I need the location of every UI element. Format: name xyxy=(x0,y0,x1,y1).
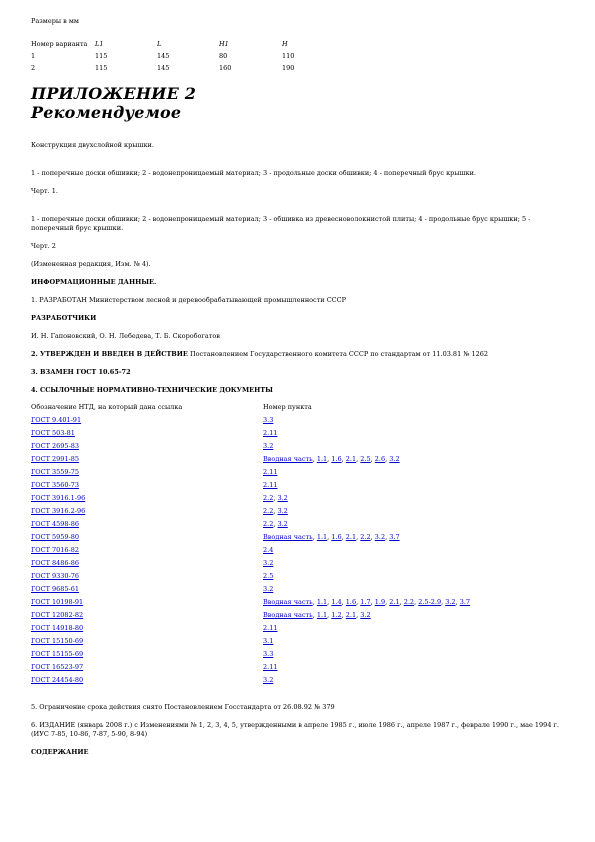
reference-points-cell xyxy=(263,611,563,624)
reference-point-link[interactable]: 3.2 xyxy=(263,676,274,684)
reference-point-link[interactable]: Вводная часть xyxy=(263,533,313,541)
reference-point-link[interactable]: 3.3 xyxy=(263,650,274,658)
separator: , xyxy=(370,533,375,541)
reference-doc-link[interactable]: ГОСТ 9330-76 xyxy=(31,572,80,580)
developers-label: РАЗРАБОТЧИКИ xyxy=(31,314,97,322)
dimension-table-body xyxy=(31,40,342,76)
reference-doc-cell xyxy=(31,611,263,624)
dimension-row xyxy=(31,52,342,64)
reference-doc-link[interactable]: ГОСТ 14918-80 xyxy=(31,624,84,632)
reference-doc-cell xyxy=(31,663,263,676)
info-item-6: 6. ИЗДАНИЕ (январь 2008 г.) с Изменениями № 1, 2, 3, 4, 5, утвержденными в апреле 1985 г., июле 1986 г., апреле 1987 г., феврале 1990 г., мае 1994 г. (ИУС 7-85, 10-86, 7-87, 5-90, 8-94) xyxy=(31,721,559,738)
reference-doc-cell xyxy=(31,468,263,481)
separator: , xyxy=(356,533,361,541)
reference-row xyxy=(31,572,563,585)
reference-point-link[interactable]: 3.1 xyxy=(263,637,274,645)
separator: , xyxy=(414,598,419,606)
reference-doc-cell xyxy=(31,416,263,429)
reference-points-cell xyxy=(263,598,563,611)
reference-doc-link[interactable]: ГОСТ 2991-85 xyxy=(31,455,80,463)
reference-point-link[interactable]: 2.1 xyxy=(345,611,357,619)
separator: , xyxy=(273,494,278,502)
separator: , xyxy=(273,520,278,528)
reference-points-cell xyxy=(263,468,563,481)
reference-row xyxy=(31,442,563,455)
reference-doc-link[interactable]: ГОСТ 9685-61 xyxy=(31,585,80,593)
reference-row xyxy=(31,650,563,663)
reference-row xyxy=(31,663,563,676)
reference-row xyxy=(31,455,563,468)
info-item-2-lead: 2. УТВЕРЖДЕН И ВВЕДЕН В ДЕЙСТВИЕ xyxy=(31,350,188,358)
reference-points-cell xyxy=(263,546,563,559)
dimension-header-cell: H1 xyxy=(219,40,229,48)
reference-row xyxy=(31,481,563,494)
dimension-header-cell: Номер варианта xyxy=(31,40,88,48)
reference-row xyxy=(31,559,563,572)
reference-doc-link[interactable]: ГОСТ 7016-82 xyxy=(31,546,80,554)
reference-point-link[interactable]: 2.11 xyxy=(263,468,278,476)
reference-doc-cell xyxy=(31,572,263,585)
separator: , xyxy=(312,533,317,541)
reference-point-link[interactable]: 2.1 xyxy=(345,533,357,541)
reference-row xyxy=(31,611,563,624)
separator: , xyxy=(441,598,446,606)
reference-points-cell xyxy=(263,494,563,507)
reference-row xyxy=(31,637,563,650)
separator: , xyxy=(385,455,390,463)
references-header-row xyxy=(31,403,563,416)
reference-point-link[interactable]: 2.6 xyxy=(374,455,386,463)
appendix-title: ПРИЛОЖЕНИЕ 2 xyxy=(31,84,197,103)
reference-point-link[interactable]: Вводная часть xyxy=(263,598,313,606)
reference-doc-cell xyxy=(31,507,263,520)
reference-point-link[interactable]: 3.2 xyxy=(374,533,386,541)
separator: , xyxy=(312,455,317,463)
dimension-cell: 190 xyxy=(282,64,295,72)
reference-points-cell xyxy=(263,637,563,650)
reference-doc-link[interactable]: ГОСТ 3916.1-96 xyxy=(31,494,86,502)
document-page xyxy=(31,14,571,757)
reference-point-link[interactable]: 3.2 xyxy=(263,559,274,567)
developers-list: И. Н. Гапоновский, О. Н. Лебедева, Т. Б. Скоробогатов xyxy=(31,332,220,340)
dimension-cell: 110 xyxy=(282,52,295,60)
info-item-2 xyxy=(31,350,571,359)
reference-doc-cell xyxy=(31,676,263,689)
dimension-header-row xyxy=(31,40,342,52)
reference-points-cell xyxy=(263,559,563,572)
separator: , xyxy=(356,455,361,463)
reference-doc-cell xyxy=(31,637,263,650)
dimension-cell: 145 xyxy=(157,64,170,72)
reference-doc-cell xyxy=(31,546,263,559)
reference-points-cell xyxy=(263,663,563,676)
info-item-4: 4. ССЫЛОЧНЫЕ НОРМАТИВНО-ТЕХНИЧЕСКИЕ ДОКУМЕНТЫ xyxy=(31,386,273,394)
reference-point-link[interactable]: 3.2 xyxy=(277,494,288,502)
reference-point-link[interactable]: 3.7 xyxy=(389,533,400,541)
reference-row xyxy=(31,676,563,689)
reference-point-link[interactable]: 3.2 xyxy=(389,455,400,463)
dimension-cell: 160 xyxy=(219,64,232,72)
reference-points-cell xyxy=(263,533,563,546)
reference-row xyxy=(31,585,563,598)
separator: , xyxy=(356,611,361,619)
reference-doc-cell xyxy=(31,429,263,442)
separator: , xyxy=(356,598,361,606)
separator: , xyxy=(273,507,278,515)
references-header-doc: Обозначение НТД, на который дана ссылка xyxy=(31,403,183,411)
reference-row xyxy=(31,624,563,637)
reference-doc-link[interactable]: ГОСТ 12082-82 xyxy=(31,611,84,619)
dimension-header-cell: L1 xyxy=(95,40,104,48)
dimension-header-cell: H xyxy=(282,40,288,48)
reference-doc-cell xyxy=(31,455,263,468)
reference-doc-cell xyxy=(31,585,263,598)
reference-point-link[interactable]: 3.2 xyxy=(277,520,288,528)
reference-doc-cell xyxy=(31,520,263,533)
reference-doc-link[interactable]: ГОСТ 16523-97 xyxy=(31,663,84,671)
reference-points-cell xyxy=(263,624,563,637)
reference-point-link[interactable]: 1.6 xyxy=(345,598,357,606)
reference-point-link[interactable]: 2.11 xyxy=(263,429,278,437)
reference-point-link[interactable]: 1.6 xyxy=(331,533,342,541)
separator: , xyxy=(385,533,390,541)
separator: , xyxy=(327,611,332,619)
separator: , xyxy=(341,598,346,606)
reference-point-link[interactable]: 2.2 xyxy=(263,494,274,502)
reference-points-cell xyxy=(263,429,563,442)
reference-doc-cell xyxy=(31,494,263,507)
reference-doc-cell xyxy=(31,650,263,663)
drawing2-legend: 1 - поперечные доски обшивки; 2 - водонепроницаемый материал; 3 - обшивка из древесноволокнистой плиты; 4 - продольные брус крышки; 5 - поперечный брус крышки. xyxy=(31,215,531,232)
reference-doc-link[interactable]: ГОСТ 10198-91 xyxy=(31,598,84,606)
separator: , xyxy=(455,598,460,606)
reference-point-link[interactable]: 1.6 xyxy=(331,455,342,463)
dimension-cell: 145 xyxy=(157,52,170,60)
reference-point-link[interactable]: 2.5 xyxy=(263,572,274,580)
reference-points-cell xyxy=(263,455,563,468)
references-header-point: Номер пункта xyxy=(263,403,312,411)
dimension-cell: 1 xyxy=(31,52,36,60)
reference-point-link[interactable]: 1.1 xyxy=(316,611,328,619)
reference-point-link[interactable]: 1.1 xyxy=(316,455,328,463)
reference-points-cell xyxy=(263,572,563,585)
reference-point-link[interactable]: 2.2 xyxy=(360,533,371,541)
drawing1-legend: 1 - поперечные доски обшивки; 2 - водонепроницаемый материал; 3 - продольные доски обшивки; 4 - поперечный брус крышки. xyxy=(31,169,477,177)
drawing2-label: Черт. 2 xyxy=(31,242,56,250)
reference-point-link[interactable]: Вводная часть xyxy=(263,611,313,619)
dimension-row xyxy=(31,64,342,76)
dimension-cell: 115 xyxy=(95,64,108,72)
reference-points-cell xyxy=(263,676,563,689)
reference-point-link[interactable]: 1.2 xyxy=(331,611,342,619)
reference-doc-cell xyxy=(31,533,263,546)
reference-doc-link[interactable]: ГОСТ 3560-73 xyxy=(31,481,80,489)
separator: , xyxy=(341,611,346,619)
reference-point-link[interactable]: 3.7 xyxy=(459,598,471,606)
separator: , xyxy=(327,455,332,463)
reference-point-link[interactable]: 2.11 xyxy=(263,663,278,671)
separator: , xyxy=(370,598,375,606)
reference-point-link[interactable]: 1.7 xyxy=(360,598,371,606)
reference-point-link[interactable]: 2.1 xyxy=(389,598,400,606)
reference-point-link[interactable]: 2.5-2.9 xyxy=(418,598,442,606)
info-heading: ИНФОРМАЦИОННЫЕ ДАННЫЕ. xyxy=(31,278,157,286)
info-item-2-text: Постановлением Государственного комитета СССР по стандартам от 11.03.81 № 1262 xyxy=(187,350,489,358)
reference-row xyxy=(31,494,563,507)
reference-doc-link[interactable]: ГОСТ 15150-69 xyxy=(31,637,84,645)
reference-doc-cell xyxy=(31,624,263,637)
reference-row xyxy=(31,546,563,559)
reference-point-link[interactable]: 2.2 xyxy=(403,598,415,606)
reference-point-link[interactable]: 2.2 xyxy=(263,520,274,528)
reference-point-link[interactable]: 1.4 xyxy=(331,598,342,606)
reference-doc-link[interactable]: ГОСТ 9.401-91 xyxy=(31,416,82,424)
reference-point-link[interactable]: 1.1 xyxy=(316,533,328,541)
dimension-cell: 80 xyxy=(219,52,228,60)
construction-caption: Конструкция двухслойной крышки. xyxy=(31,141,154,149)
info-item-3: 3. ВЗАМЕН ГОСТ 10.65-72 xyxy=(31,368,131,376)
separator: , xyxy=(385,598,390,606)
info-item-5: 5. Ограничение срока действия снято Постановлением Госстандарта от 26.08.92 № 379 xyxy=(31,703,335,711)
reference-point-link[interactable]: 3.2 xyxy=(445,598,456,606)
reference-points-cell xyxy=(263,650,563,663)
sizes-caption: Размеры в мм xyxy=(31,17,79,25)
appendix-subtitle: Рекомендуемое xyxy=(31,103,182,122)
reference-point-link[interactable]: 3.2 xyxy=(263,442,274,450)
separator: , xyxy=(399,598,404,606)
reference-point-link[interactable]: 1.9 xyxy=(374,598,386,606)
reference-point-link[interactable]: 3.2 xyxy=(263,585,274,593)
separator: , xyxy=(370,455,375,463)
reference-row xyxy=(31,468,563,481)
reference-row xyxy=(31,416,563,429)
reference-point-link[interactable]: 3.2 xyxy=(277,507,288,515)
separator: , xyxy=(312,611,317,619)
separator: , xyxy=(341,455,346,463)
reference-doc-cell xyxy=(31,442,263,455)
reference-point-link[interactable]: Вводная часть xyxy=(263,455,313,463)
info-item-1: 1. РАЗРАБОТАН Министерством лесной и деревообрабатывающей промышленности СССР xyxy=(31,296,346,304)
reference-doc-link[interactable]: ГОСТ 3559-75 xyxy=(31,468,80,476)
drawing1-label: Черт. 1. xyxy=(31,187,58,195)
dimension-cell: 115 xyxy=(95,52,108,60)
reference-row xyxy=(31,520,563,533)
contents-heading: СОДЕРЖАНИЕ xyxy=(31,748,89,756)
reference-point-link[interactable]: 3.3 xyxy=(263,416,274,424)
revision-note: (Измененная редакция, Изм. № 4). xyxy=(31,260,151,268)
reference-point-link[interactable]: 2.5 xyxy=(360,455,371,463)
reference-point-link[interactable]: 2.1 xyxy=(345,455,357,463)
reference-row xyxy=(31,429,563,442)
dimension-header-cell: L xyxy=(157,40,162,48)
reference-doc-link[interactable]: ГОСТ 5959-80 xyxy=(31,533,80,541)
references-table xyxy=(31,403,563,689)
reference-doc-link[interactable]: ГОСТ 3916.2-96 xyxy=(31,507,86,515)
reference-row xyxy=(31,507,563,520)
reference-point-link[interactable]: 2.11 xyxy=(263,624,278,632)
reference-points-cell xyxy=(263,585,563,598)
reference-doc-link[interactable]: ГОСТ 4598-86 xyxy=(31,520,80,528)
dimension-cell: 2 xyxy=(31,64,36,72)
reference-point-link[interactable]: 3.2 xyxy=(360,611,371,619)
reference-points-cell xyxy=(263,442,563,455)
separator: , xyxy=(327,533,332,541)
separator: , xyxy=(327,598,332,606)
reference-points-cell xyxy=(263,481,563,494)
separator: , xyxy=(312,598,317,606)
reference-doc-link[interactable]: ГОСТ 8486-86 xyxy=(31,559,80,567)
reference-doc-cell xyxy=(31,481,263,494)
separator: , xyxy=(341,533,346,541)
reference-point-link[interactable]: 2.2 xyxy=(263,507,274,515)
reference-row xyxy=(31,533,563,546)
reference-doc-link[interactable]: ГОСТ 24454-80 xyxy=(31,676,84,684)
reference-doc-cell xyxy=(31,559,263,572)
reference-doc-link[interactable]: ГОСТ 503-81 xyxy=(31,429,75,437)
reference-point-link[interactable]: 1.1 xyxy=(316,598,328,606)
reference-doc-link[interactable]: ГОСТ 15155-69 xyxy=(31,650,84,658)
reference-row xyxy=(31,598,563,611)
reference-doc-cell xyxy=(31,598,263,611)
references-table-body xyxy=(31,416,563,689)
reference-point-link[interactable]: 2.11 xyxy=(263,481,278,489)
reference-points-cell xyxy=(263,520,563,533)
reference-doc-link[interactable]: ГОСТ 2695-83 xyxy=(31,442,80,450)
reference-points-cell xyxy=(263,507,563,520)
dimension-table xyxy=(31,40,342,76)
reference-points-cell xyxy=(263,416,563,429)
reference-point-link[interactable]: 2.4 xyxy=(263,546,274,554)
